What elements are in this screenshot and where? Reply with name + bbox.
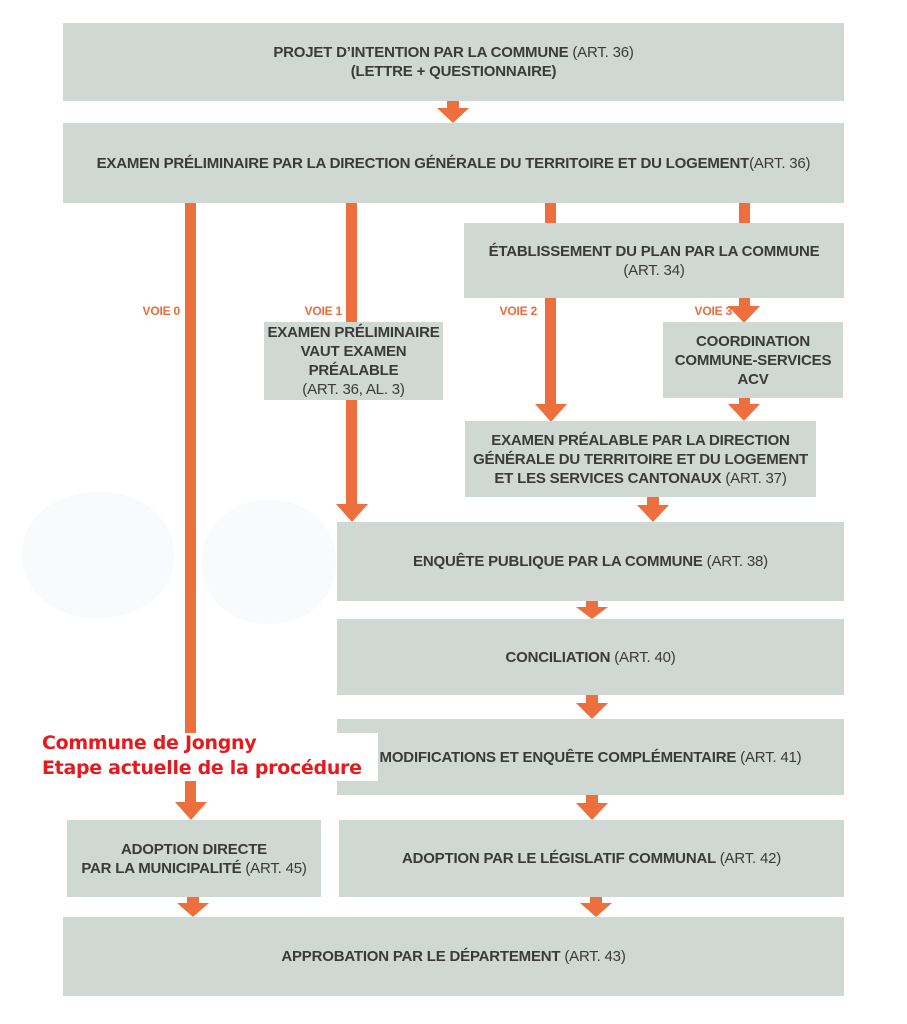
box-examen-prelim-vaut: EXAMEN PRÉLIMINAIRE VAUT EXAMEN PRÉALABLE (ART. 36, AL. 3): [264, 322, 443, 400]
arrow-down-icon: [728, 306, 760, 323]
box-conciliation: CONCILIATION (ART. 40): [337, 619, 844, 695]
arrow-down-icon: [177, 903, 209, 917]
flow-line-voie3: [739, 203, 750, 223]
arrow-down-icon: [576, 703, 608, 719]
box-coordination-acv: COORDINATION COMMUNE-SERVICES ACV: [663, 322, 843, 398]
box-approbation: APPROBATION PAR LE DÉPARTEMENT (ART. 43): [63, 917, 844, 996]
arrow-down-icon: [175, 802, 207, 820]
arrow-down-icon: [576, 607, 608, 619]
box-projet-intention: PROJET D’INTENTION PAR LA COMMUNE (ART. 36) (LETTRE + QUESTIONNAIRE): [63, 23, 844, 101]
annotation-line1: Commune de Jongny: [42, 732, 257, 754]
annotation-line2: Etape actuelle de la procédure: [42, 757, 362, 779]
box-examen-prealable: EXAMEN PRÉALABLE PAR LA DIRECTION GÉNÉRALE DU TERRITOIRE ET DU LOGEMENT ET LES SERVICES CANTONAUX (ART. 37): [465, 421, 816, 497]
flow-line-voie0: [185, 203, 196, 804]
box-examen-preliminaire: EXAMEN PRÉLIMINAIRE PAR LA DIRECTION GÉNÉRALE DU TERRITOIRE ET DU LOGEMENT(ART. 36): [63, 123, 844, 203]
voie0-label: VOIE 0: [142, 304, 180, 318]
watermark-blob-right: [202, 500, 336, 624]
voie2-label: VOIE 2: [499, 304, 537, 318]
box-modifications: MODIFICATIONS ET ENQUÊTE COMPLÉMENTAIRE (ART. 41): [337, 719, 844, 795]
arrow-down-icon: [728, 404, 760, 421]
annotation-text: [42, 731, 362, 781]
arrow-down-icon: [637, 505, 669, 522]
arrow-down-icon: [576, 803, 608, 820]
box-etablissement-plan: ÉTABLISSEMENT DU PLAN PAR LA COMMUNE (ART. 34): [464, 223, 844, 298]
box-adoption-directe: ADOPTION DIRECTE PAR LA MUNICIPALITÉ (ART. 45): [67, 820, 321, 897]
box-enquete-publique: ENQUÊTE PUBLIQUE PAR LA COMMUNE (ART. 38): [337, 522, 844, 601]
arrow-down-icon: [336, 504, 368, 522]
watermark-blob-left: [22, 492, 174, 618]
arrow-down-icon: [437, 108, 469, 123]
voie3-label: VOIE 3: [694, 304, 732, 318]
arrow-down-icon: [535, 404, 567, 422]
box-adoption-legislatif: ADOPTION PAR LE LÉGISLATIF COMMUNAL (ART. 42): [339, 820, 844, 897]
arrow-down-icon: [580, 903, 612, 917]
voie1-label: VOIE 1: [304, 304, 342, 318]
